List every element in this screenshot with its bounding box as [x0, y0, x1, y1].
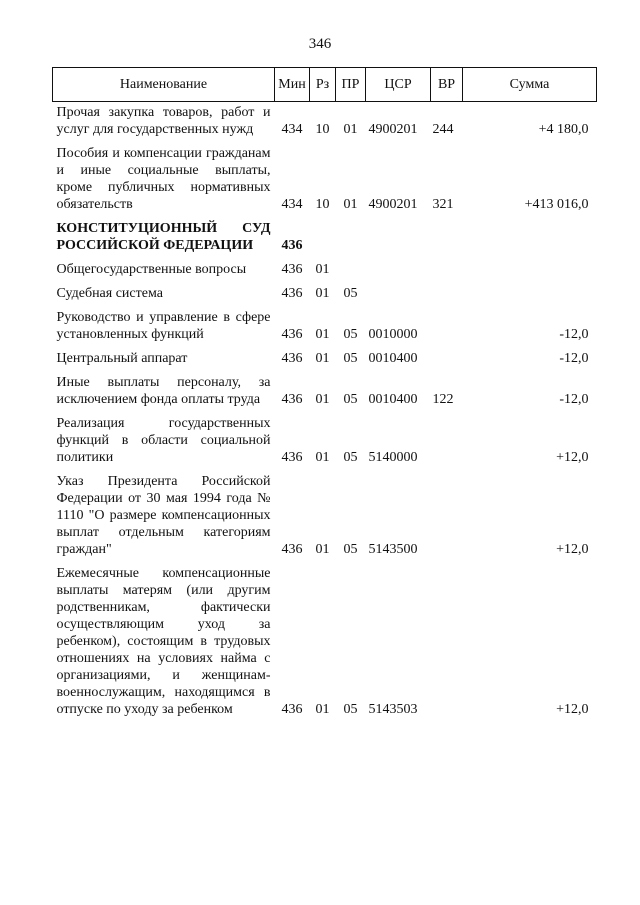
header-pr: ПР: [336, 68, 366, 102]
cell-min: 436: [281, 702, 303, 717]
cell-sum: [463, 261, 597, 285]
table-header-row: [53, 68, 597, 102]
cell-csr: 5143503: [368, 702, 418, 717]
cell-min: 436: [281, 392, 303, 407]
cell-vr: [431, 261, 463, 285]
table-row: [53, 309, 597, 350]
cell-vr: [431, 473, 463, 565]
page-number: 346: [308, 36, 332, 52]
cell-sum: +4 180,0: [538, 122, 589, 137]
cell-csr: [366, 220, 431, 261]
cell-name: КОНСТИТУЦИОННЫЙ СУД РОССИЙСКОЙ ФЕДЕРАЦИИ: [56, 221, 271, 253]
cell-name: Пособия и компенсации гражданам и иные социальные выплаты, кроме публичных нормативных обязательств: [56, 146, 271, 212]
cell-min: 436: [281, 238, 303, 253]
cell-pr: 05: [343, 392, 358, 407]
cell-name: Прочая закупка товаров, работ и услуг для государственных нужд: [56, 105, 271, 137]
cell-rz: [310, 220, 336, 261]
cell-rz: 01: [315, 286, 330, 301]
header-rz: Рз: [310, 68, 336, 102]
cell-sum: +12,0: [556, 542, 589, 557]
cell-vr: [431, 415, 463, 473]
cell-csr: 4900201: [368, 122, 418, 137]
cell-name: Реализация государственных функций в области социальной политики: [56, 416, 271, 465]
cell-rz: 01: [315, 327, 330, 342]
budget-table: [52, 67, 597, 725]
cell-vr: [431, 220, 463, 261]
cell-name: Судебная система: [56, 286, 163, 301]
cell-sum: +12,0: [556, 450, 589, 465]
cell-pr: 01: [343, 197, 358, 212]
cell-sum: -12,0: [559, 351, 589, 366]
table-row: [53, 102, 597, 146]
cell-name: Руководство и управление в сфере установленных функций: [56, 310, 271, 342]
header-name: Наименование: [53, 68, 275, 102]
cell-pr: 05: [343, 327, 358, 342]
cell-csr: 0010000: [368, 327, 418, 342]
cell-min: 434: [281, 197, 303, 212]
table-body: [53, 102, 597, 726]
table-row: [53, 415, 597, 473]
cell-min: 436: [281, 450, 303, 465]
cell-vr: 244: [432, 122, 454, 137]
header-sum: Сумма: [463, 68, 597, 102]
cell-min: 436: [281, 262, 303, 277]
table-row: [53, 261, 597, 285]
cell-rz: 01: [315, 450, 330, 465]
cell-csr: [366, 261, 431, 285]
cell-min: 436: [281, 286, 303, 301]
table-row: [53, 220, 597, 261]
cell-vr: [431, 350, 463, 374]
cell-sum: -12,0: [559, 392, 589, 407]
cell-pr: 05: [343, 542, 358, 557]
header-csr: ЦСР: [366, 68, 431, 102]
cell-min: 436: [281, 542, 303, 557]
cell-rz: 01: [315, 392, 330, 407]
cell-min: 436: [281, 327, 303, 342]
table-row: [53, 145, 597, 220]
cell-vr: [431, 285, 463, 309]
cell-pr: 01: [343, 122, 358, 137]
cell-name: Указ Президента Российской Федерации от 30 мая 1994 года № 1110 "О размере компенсационных выплат отдельным категориям граждан": [56, 474, 271, 557]
cell-sum: -12,0: [559, 327, 589, 342]
table-row: [53, 374, 597, 415]
cell-pr: [336, 220, 366, 261]
cell-vr: [431, 565, 463, 725]
table-row: [53, 565, 597, 725]
cell-name: Иные выплаты персоналу, за исключением фонда оплаты труда: [56, 375, 271, 407]
cell-sum: [463, 285, 597, 309]
table-row: [53, 285, 597, 309]
cell-vr: 321: [432, 197, 454, 212]
cell-pr: 05: [343, 351, 358, 366]
cell-csr: 5140000: [368, 450, 418, 465]
cell-sum: +413 016,0: [524, 197, 589, 212]
cell-pr: [336, 261, 366, 285]
cell-rz: 01: [315, 262, 330, 277]
cell-name: Общегосударственные вопросы: [56, 262, 247, 277]
cell-rz: 10: [315, 122, 330, 137]
cell-min: 436: [281, 351, 303, 366]
cell-sum: [463, 220, 597, 261]
header-vr: ВР: [431, 68, 463, 102]
table-row: [53, 350, 597, 374]
header-min: Мин: [275, 68, 310, 102]
cell-pr: 05: [343, 286, 358, 301]
cell-pr: 05: [343, 450, 358, 465]
cell-csr: 5143500: [368, 542, 418, 557]
cell-min: 434: [281, 122, 303, 137]
cell-sum: +12,0: [556, 702, 589, 717]
cell-csr: 4900201: [368, 197, 418, 212]
cell-vr: [431, 309, 463, 350]
cell-vr: 122: [432, 392, 454, 407]
cell-csr: 0010400: [368, 351, 418, 366]
cell-name: Ежемесячные компенсационные выплаты матерям (или другим родственникам, фактически осуществляющим уход за ребенком), состоящим в трудовых отношениях на условиях найма с организациями, и женщинам-военнослужащим, находящимся в отпуске по уходу за ребенком: [56, 566, 271, 717]
cell-rz: 10: [315, 197, 330, 212]
cell-name: Центральный аппарат: [56, 351, 188, 366]
cell-rz: 01: [315, 702, 330, 717]
table-row: [53, 473, 597, 565]
cell-csr: 0010400: [368, 392, 418, 407]
cell-rz: 01: [315, 542, 330, 557]
cell-rz: 01: [315, 351, 330, 366]
cell-csr: [366, 285, 431, 309]
cell-pr: 05: [343, 702, 358, 717]
